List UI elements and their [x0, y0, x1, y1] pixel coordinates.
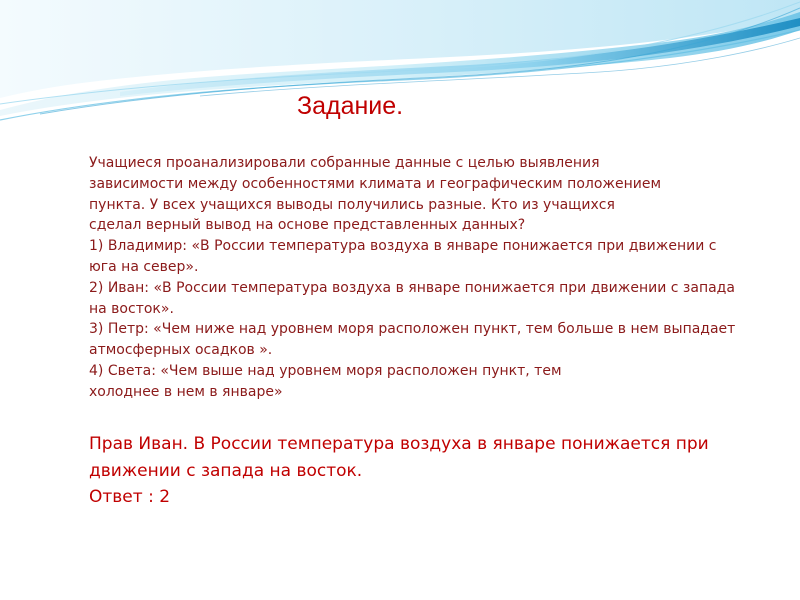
answer-line: движении с запада на восток.: [89, 460, 363, 481]
option-3-line: 3) Петр: «Чем ниже над уровнем моря расположен пункт, тем больше в нем выпадает: [89, 321, 736, 338]
task-line: зависимости между особенностями климата и географическим положением: [89, 175, 662, 192]
option-1-line: юга на север».: [89, 258, 199, 275]
option-2-line: на восток».: [89, 300, 174, 317]
task-text: [89, 153, 769, 403]
answer-result: Ответ : 2: [89, 487, 171, 507]
task-line: Учащиеся проанализировали собранные данные с целью выявления: [89, 155, 600, 171]
slide-title: Задание.: [297, 92, 404, 120]
option-1-line: 1) Владимир: «В России температура воздуха в январе понижается при движении с: [89, 238, 717, 255]
option-4-line: холоднее в нем в январе»: [89, 383, 283, 400]
option-2-line: 2) Иван: «В России температура воздуха в январе понижается при движении с запада: [89, 279, 735, 296]
task-line: пункта. У всех учащихся выводы получились разные. Кто из учащихся: [89, 196, 615, 213]
answer-text: [89, 431, 789, 511]
option-4-line: 4) Света: «Чем выше над уровнем моря расположен пункт, тем: [89, 362, 562, 379]
option-3-line: атмосферных осадков ».: [89, 342, 273, 359]
task-line: сделал верный вывод на основе представленных данных?: [89, 217, 526, 234]
answer-line: Прав Иван. В России температура воздуха в январе понижается при: [89, 434, 709, 454]
